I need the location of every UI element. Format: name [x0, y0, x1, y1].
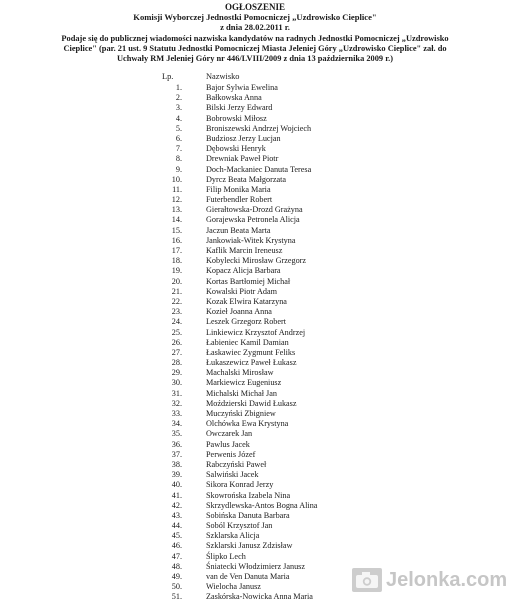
- candidate-name: Skowrońska Izabela Nina: [206, 490, 291, 500]
- column-header-name: Nazwisko: [206, 72, 240, 81]
- table-row: [0, 236, 510, 246]
- candidate-name: Kortas Bartłomiej Michał: [206, 276, 291, 286]
- intro-line-2: Cieplice" (par. 21 ust. 9 Statutu Jednostki Pomocniczej Miasta Jeleniej Góry „Uzdrowisko Cieplice" zał. do: [63, 44, 447, 53]
- table-row: [0, 541, 510, 551]
- row-number: 21.: [171, 286, 182, 296]
- candidate-name: Kaflik Marcin Ireneusz: [206, 246, 283, 255]
- row-number: 42.: [171, 500, 182, 510]
- candidate-name: Kozieł Joanna Anna: [206, 307, 272, 317]
- table-row: [0, 440, 510, 450]
- table-row: [0, 277, 510, 287]
- row-number: 15.: [171, 225, 182, 235]
- table-row: [0, 552, 510, 562]
- row-number: 39.: [171, 470, 182, 480]
- table-row: [0, 480, 510, 490]
- row-number: 25.: [171, 327, 182, 337]
- table-row: [0, 389, 510, 399]
- row-number: 48.: [171, 561, 182, 571]
- column-header-lp: Lp.: [162, 72, 174, 81]
- row-number: 47.: [171, 551, 182, 561]
- candidate-name: Jankowiak-Witek Krystyna: [206, 235, 296, 245]
- table-row: [0, 307, 510, 317]
- candidate-name: Muczyński Zbigniew: [206, 409, 276, 418]
- candidate-name: Jaczun Beata Marta: [206, 225, 271, 235]
- row-number: 40.: [171, 480, 182, 490]
- table-row: [0, 154, 510, 164]
- row-number: 11.: [172, 184, 182, 194]
- intro-line-3: Uchwały RM Jeleniej Góry nr 446/LVIII/2009 z dnia 13 października 2009 r.): [116, 54, 394, 63]
- candidate-name: Perwenis Józef: [206, 449, 256, 459]
- candidate-name: Filip Monika Maria: [206, 184, 271, 194]
- candidate-name: Soból Krzysztof Jan: [206, 521, 273, 531]
- row-number: 29.: [171, 368, 182, 378]
- candidate-name: Kowalski Piotr Adam: [206, 286, 277, 296]
- table-row: [0, 297, 510, 307]
- candidate-name: Ślipko Lech: [206, 551, 246, 561]
- row-number: 17.: [171, 246, 182, 255]
- table-row: [0, 256, 510, 266]
- table-row: [0, 215, 510, 225]
- row-number: 3.: [175, 103, 182, 113]
- row-number: 24.: [171, 317, 182, 327]
- candidate-name: Dyrcz Beata Małgorzata: [206, 174, 287, 184]
- row-number: 23.: [171, 307, 182, 317]
- table-row: [0, 195, 510, 205]
- table-row: [0, 266, 510, 276]
- candidate-name: Olchówka Ewa Krystyna: [206, 419, 289, 429]
- candidate-name: Bilski Jerzy Edward: [206, 103, 273, 113]
- table-row: [0, 144, 510, 154]
- watermark: [352, 566, 506, 594]
- row-number: 38.: [171, 459, 182, 469]
- row-number: 37.: [171, 449, 182, 459]
- candidate-name: Kopacz Alicja Barbara: [206, 266, 281, 276]
- row-number: 18.: [171, 256, 182, 266]
- candidate-name: Gierałtowska-Drozd Grażyna: [206, 205, 303, 215]
- table-row: [0, 429, 510, 439]
- candidate-name: Łukaszewicz Paweł Łukasz: [206, 358, 297, 368]
- row-number: 10.: [171, 174, 182, 184]
- table-row: [0, 338, 510, 348]
- candidate-name: Śniatecki Włodzimierz Janusz: [206, 561, 305, 571]
- table-row: [0, 103, 510, 113]
- candidate-name: Leszek Grzegorz Robert: [206, 317, 287, 327]
- candidate-name: Gorajewska Petronela Alicja: [206, 215, 300, 225]
- table-row: [0, 409, 510, 419]
- intro-line-1: Podaje się do publicznej wiadomości nazwiska kandydatów na radnych Jednostki Pomocniczej „Uzdrowisko: [61, 34, 449, 43]
- row-number: 35.: [171, 429, 182, 439]
- candidate-name: Bajor Sylwia Ewelina: [206, 83, 278, 92]
- row-number: 43.: [171, 510, 182, 520]
- candidate-name: Markiewicz Eugeniusz: [206, 378, 282, 388]
- row-number: 20.: [171, 276, 182, 286]
- candidate-name: Szklarski Janusz Zdzisław: [206, 541, 293, 551]
- row-number: 30.: [171, 378, 182, 388]
- candidate-name: Machalski Mirosław: [206, 368, 274, 378]
- candidate-name: Bałkowska Anna: [206, 93, 262, 103]
- watermark-text: Jelonka.com: [386, 569, 508, 591]
- row-number: 4.: [175, 113, 182, 123]
- row-number: 14.: [171, 215, 182, 225]
- table-row: [0, 246, 510, 256]
- table-row: [0, 317, 510, 327]
- row-number: 44.: [171, 521, 182, 531]
- candidate-name: Skrzydlewska-Antos Bogna Alina: [206, 500, 318, 510]
- row-number: 7.: [175, 144, 182, 154]
- candidate-name: Szklarska Alicja: [206, 531, 260, 541]
- candidate-name: Zaskórska-Nowicka Anna Maria: [206, 592, 313, 602]
- candidate-name: van de Ven Danuta Maria: [206, 572, 290, 581]
- row-number: 36.: [171, 439, 182, 449]
- table-row: [0, 134, 510, 144]
- row-number: 6.: [175, 133, 182, 143]
- table-row: [0, 226, 510, 236]
- candidate-name: Michalski Michał Jan: [206, 388, 277, 398]
- row-number: 26.: [171, 337, 182, 347]
- candidate-name: Salwiński Jacek: [206, 470, 259, 480]
- table-row: [0, 358, 510, 368]
- table-row: [0, 175, 510, 185]
- table-row: [0, 83, 510, 93]
- row-number: 34.: [171, 419, 182, 429]
- row-number: 33.: [171, 409, 182, 418]
- table-row: [0, 491, 510, 501]
- candidate-name: Broniszewski Andrzej Wojciech: [206, 123, 312, 133]
- candidate-name: Drewniak Paweł Piotr: [206, 154, 279, 164]
- row-number: 9.: [175, 164, 182, 174]
- table-row: [0, 185, 510, 195]
- candidate-name: Kobylecki Mirosław Grzegorz: [206, 256, 307, 266]
- table-row: [0, 348, 510, 358]
- candidate-name: Wielocha Janusz: [206, 582, 261, 592]
- candidate-name: Pawlus Jacek: [206, 439, 250, 449]
- table-row: [0, 460, 510, 470]
- table-row: [0, 368, 510, 378]
- row-number: 2.: [175, 93, 182, 103]
- table-row: [0, 399, 510, 409]
- row-number: 28.: [171, 358, 182, 368]
- table-row: [0, 114, 510, 124]
- row-number: 32.: [171, 398, 182, 408]
- issuer-line: Komisji Wyborczej Jednostki Pomocniczej „Uzdrowisko Cieplice": [133, 12, 377, 22]
- table-row: [0, 419, 510, 429]
- candidate-name: Futerbendler Robert: [206, 195, 273, 205]
- camera-icon: [352, 568, 382, 592]
- row-number: 8.: [175, 154, 182, 164]
- row-number: 19.: [171, 266, 182, 276]
- row-number: 45.: [171, 531, 182, 541]
- candidate-name: Doch-Mackaniec Danuta Teresa: [206, 164, 312, 174]
- row-number: 13.: [171, 205, 182, 215]
- table-row: [0, 328, 510, 338]
- table-row: [0, 378, 510, 388]
- table-row: [0, 521, 510, 531]
- row-number: 46.: [171, 541, 182, 551]
- row-number: 51.: [171, 592, 182, 602]
- table-row: [0, 450, 510, 460]
- table-row: [0, 165, 510, 175]
- row-number: 1.: [175, 83, 182, 92]
- candidate-name: Łabieniec Kamil Damian: [206, 337, 289, 347]
- row-number: 12.: [171, 195, 182, 205]
- row-number: 16.: [171, 235, 182, 245]
- candidate-name: Sikora Konrad Jerzy: [206, 480, 274, 490]
- candidate-name: Sobińska Danuta Barbara: [206, 510, 290, 520]
- row-number: 41.: [171, 490, 182, 500]
- row-number: 31.: [171, 388, 182, 398]
- row-number: 5.: [175, 123, 182, 133]
- candidate-name: Bobrowski Miłosz: [206, 113, 267, 123]
- candidate-name: Budziosz Jerzy Lucjan: [206, 133, 281, 143]
- table-row: [0, 511, 510, 521]
- table-row: [0, 93, 510, 103]
- candidate-name: Kozak Elwira Katarzyna: [206, 296, 287, 306]
- candidate-name: Dębowski Henryk: [206, 144, 266, 154]
- candidate-name: Łaskawiec Zygmunt Feliks: [206, 347, 296, 357]
- table-row: [0, 531, 510, 541]
- table-row: [0, 501, 510, 511]
- row-number: 27.: [171, 347, 182, 357]
- date-line: z dnia 28.02.2011 r.: [220, 22, 290, 32]
- document-title: OGŁOSZENIE: [224, 2, 286, 12]
- row-number: 50.: [171, 582, 182, 592]
- table-row: [0, 287, 510, 297]
- candidate-name: Rabczyński Paweł: [206, 459, 267, 469]
- candidate-name: Owczarek Jan: [206, 429, 253, 439]
- candidate-list: [0, 83, 510, 603]
- candidate-name: Linkiewicz Krzysztof Andrzej: [206, 327, 306, 337]
- table-row: [0, 470, 510, 480]
- table-row: [0, 205, 510, 215]
- row-number: 22.: [171, 296, 182, 306]
- candidate-name: Moździerski Dawid Łukasz: [206, 398, 297, 408]
- table-row: [0, 124, 510, 134]
- row-number: 49.: [171, 572, 182, 581]
